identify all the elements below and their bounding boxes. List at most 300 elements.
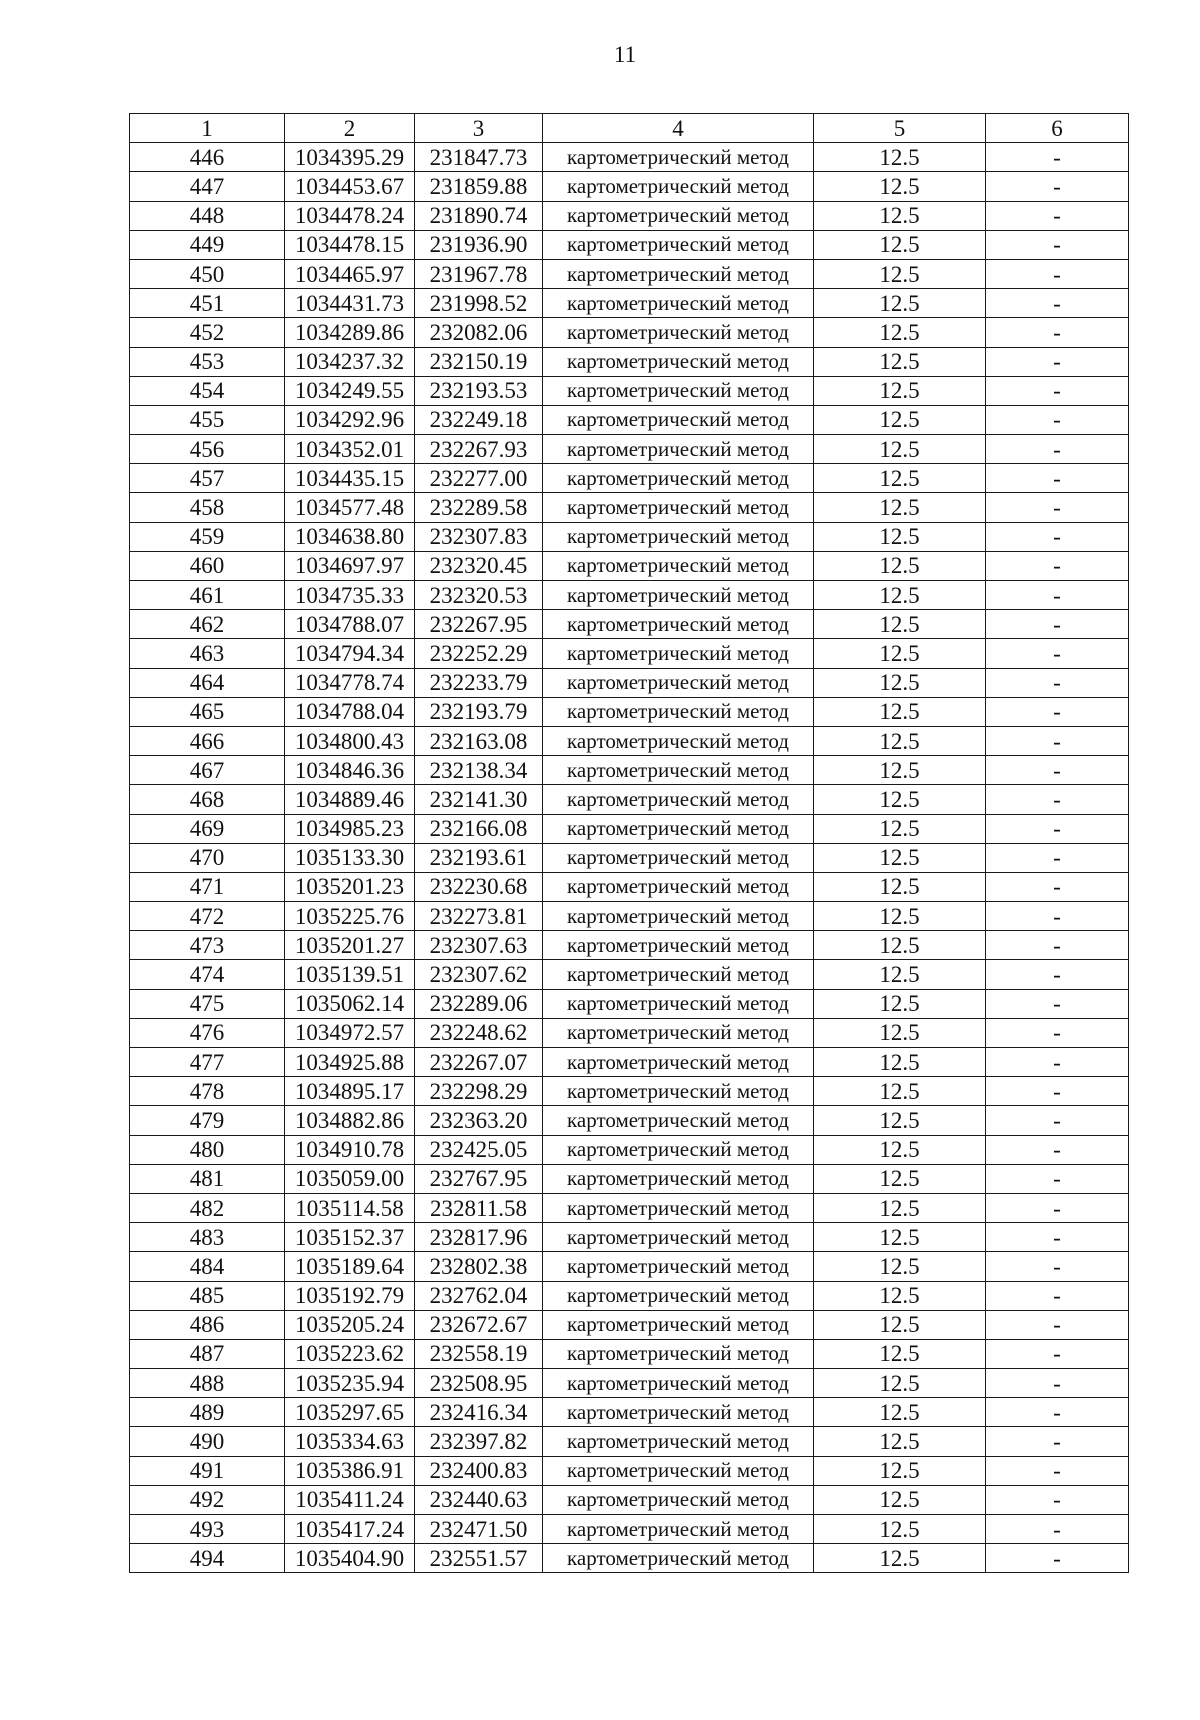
accuracy-cell: 12.5 [814, 1456, 986, 1485]
note-cell: - [986, 989, 1129, 1018]
note-cell: - [986, 405, 1129, 434]
note-cell: - [986, 1369, 1129, 1398]
method-cell: картометрический метод [543, 902, 814, 931]
method-cell: картометрический метод [543, 1077, 814, 1106]
y-coordinate-cell: 232277.00 [415, 464, 543, 493]
table-row [130, 143, 1129, 172]
x-coordinate-cell: 1034788.04 [285, 697, 415, 726]
table-row [130, 464, 1129, 493]
accuracy-cell: 12.5 [814, 902, 986, 931]
note-cell: - [986, 289, 1129, 318]
y-coordinate-cell: 232082.06 [415, 318, 543, 347]
note-cell: - [986, 1427, 1129, 1456]
y-coordinate-cell: 232307.62 [415, 960, 543, 989]
y-coordinate-cell: 232320.45 [415, 551, 543, 580]
point-number-cell: 482 [130, 1193, 285, 1222]
x-coordinate-cell: 1034735.33 [285, 581, 415, 610]
table-row [130, 201, 1129, 230]
note-cell: - [986, 1223, 1129, 1252]
point-number-cell: 490 [130, 1427, 285, 1456]
accuracy-cell: 12.5 [814, 1515, 986, 1544]
x-coordinate-cell: 1034249.55 [285, 376, 415, 405]
table-row [130, 1223, 1129, 1252]
note-cell: - [986, 1077, 1129, 1106]
x-coordinate-cell: 1035152.37 [285, 1223, 415, 1252]
x-coordinate-cell: 1034352.01 [285, 435, 415, 464]
x-coordinate-cell: 1034237.32 [285, 347, 415, 376]
point-number-cell: 453 [130, 347, 285, 376]
y-coordinate-cell: 232249.18 [415, 405, 543, 434]
table-row [130, 1544, 1129, 1573]
accuracy-cell: 12.5 [814, 318, 986, 347]
y-coordinate-cell: 232672.67 [415, 1310, 543, 1339]
y-coordinate-cell: 231847.73 [415, 143, 543, 172]
accuracy-cell: 12.5 [814, 610, 986, 639]
method-cell: картометрический метод [543, 785, 814, 814]
table-row [130, 376, 1129, 405]
x-coordinate-cell: 1034435.15 [285, 464, 415, 493]
point-number-cell: 463 [130, 639, 285, 668]
y-coordinate-cell: 232425.05 [415, 1135, 543, 1164]
table-row [130, 668, 1129, 697]
x-coordinate-cell: 1034925.88 [285, 1048, 415, 1077]
y-coordinate-cell: 232193.61 [415, 843, 543, 872]
point-number-cell: 487 [130, 1339, 285, 1368]
table-row [130, 1339, 1129, 1368]
method-cell: картометрический метод [543, 1310, 814, 1339]
x-coordinate-cell: 1035114.58 [285, 1193, 415, 1222]
note-cell: - [986, 376, 1129, 405]
method-cell: картометрический метод [543, 464, 814, 493]
accuracy-cell: 12.5 [814, 1544, 986, 1573]
y-coordinate-cell: 232150.19 [415, 347, 543, 376]
accuracy-cell: 12.5 [814, 1077, 986, 1106]
method-cell: картометрический метод [543, 289, 814, 318]
method-cell: картометрический метод [543, 639, 814, 668]
point-number-cell: 478 [130, 1077, 285, 1106]
method-cell: картометрический метод [543, 1048, 814, 1077]
point-number-cell: 458 [130, 493, 285, 522]
x-coordinate-cell: 1035417.24 [285, 1515, 415, 1544]
x-coordinate-cell: 1034846.36 [285, 756, 415, 785]
point-number-cell: 488 [130, 1369, 285, 1398]
y-coordinate-cell: 232817.96 [415, 1223, 543, 1252]
point-number-cell: 465 [130, 697, 285, 726]
accuracy-cell: 12.5 [814, 639, 986, 668]
point-number-cell: 459 [130, 522, 285, 551]
y-coordinate-cell: 232289.58 [415, 493, 543, 522]
y-coordinate-cell: 232558.19 [415, 1339, 543, 1368]
point-number-cell: 472 [130, 902, 285, 931]
x-coordinate-cell: 1035297.65 [285, 1398, 415, 1427]
accuracy-cell: 12.5 [814, 1281, 986, 1310]
accuracy-cell: 12.5 [814, 960, 986, 989]
note-cell: - [986, 347, 1129, 376]
point-number-cell: 452 [130, 318, 285, 347]
y-coordinate-cell: 232802.38 [415, 1252, 543, 1281]
table-row [130, 1018, 1129, 1047]
table-row [130, 581, 1129, 610]
point-number-cell: 489 [130, 1398, 285, 1427]
table-row [130, 814, 1129, 843]
note-cell: - [986, 1106, 1129, 1135]
x-coordinate-cell: 1035139.51 [285, 960, 415, 989]
table-row [130, 493, 1129, 522]
accuracy-cell: 12.5 [814, 143, 986, 172]
method-cell: картометрический метод [543, 989, 814, 1018]
method-cell: картометрический метод [543, 1135, 814, 1164]
table-row [130, 1135, 1129, 1164]
column-header: 2 [285, 114, 415, 143]
point-number-cell: 481 [130, 1164, 285, 1193]
x-coordinate-cell: 1034395.29 [285, 143, 415, 172]
note-cell: - [986, 610, 1129, 639]
x-coordinate-cell: 1034577.48 [285, 493, 415, 522]
point-number-cell: 447 [130, 172, 285, 201]
y-coordinate-cell: 232233.79 [415, 668, 543, 697]
accuracy-cell: 12.5 [814, 931, 986, 960]
table-row [130, 1427, 1129, 1456]
accuracy-cell: 12.5 [814, 668, 986, 697]
point-number-cell: 494 [130, 1544, 285, 1573]
accuracy-cell: 12.5 [814, 1427, 986, 1456]
point-number-cell: 484 [130, 1252, 285, 1281]
x-coordinate-cell: 1034794.34 [285, 639, 415, 668]
x-coordinate-cell: 1035411.24 [285, 1485, 415, 1514]
x-coordinate-cell: 1035201.27 [285, 931, 415, 960]
note-cell: - [986, 931, 1129, 960]
table-row [130, 551, 1129, 580]
x-coordinate-cell: 1034889.46 [285, 785, 415, 814]
table-row [130, 785, 1129, 814]
accuracy-cell: 12.5 [814, 405, 986, 434]
method-cell: картометрический метод [543, 1018, 814, 1047]
x-coordinate-cell: 1035189.64 [285, 1252, 415, 1281]
table-row [130, 1398, 1129, 1427]
y-coordinate-cell: 232166.08 [415, 814, 543, 843]
y-coordinate-cell: 232307.63 [415, 931, 543, 960]
method-cell: картометрический метод [543, 1339, 814, 1368]
column-header: 4 [543, 114, 814, 143]
point-number-cell: 456 [130, 435, 285, 464]
y-coordinate-cell: 231890.74 [415, 201, 543, 230]
y-coordinate-cell: 232400.83 [415, 1456, 543, 1485]
y-coordinate-cell: 232163.08 [415, 726, 543, 755]
point-number-cell: 464 [130, 668, 285, 697]
note-cell: - [986, 1252, 1129, 1281]
note-cell: - [986, 551, 1129, 580]
method-cell: картометрический метод [543, 493, 814, 522]
x-coordinate-cell: 1035386.91 [285, 1456, 415, 1485]
note-cell: - [986, 756, 1129, 785]
accuracy-cell: 12.5 [814, 201, 986, 230]
method-cell: картометрический метод [543, 726, 814, 755]
point-number-cell: 446 [130, 143, 285, 172]
accuracy-cell: 12.5 [814, 464, 986, 493]
accuracy-cell: 12.5 [814, 1018, 986, 1047]
x-coordinate-cell: 1034972.57 [285, 1018, 415, 1047]
point-number-cell: 476 [130, 1018, 285, 1047]
table-row [130, 522, 1129, 551]
x-coordinate-cell: 1034453.67 [285, 172, 415, 201]
y-coordinate-cell: 232252.29 [415, 639, 543, 668]
note-cell: - [986, 1018, 1129, 1047]
accuracy-cell: 12.5 [814, 1339, 986, 1368]
point-number-cell: 471 [130, 872, 285, 901]
table-row [130, 1164, 1129, 1193]
coordinates-table-container [129, 113, 1129, 1573]
method-cell: картометрический метод [543, 522, 814, 551]
method-cell: картометрический метод [543, 1456, 814, 1485]
note-cell: - [986, 435, 1129, 464]
y-coordinate-cell: 232551.57 [415, 1544, 543, 1573]
point-number-cell: 460 [130, 551, 285, 580]
method-cell: картометрический метод [543, 756, 814, 785]
method-cell: картометрический метод [543, 581, 814, 610]
accuracy-cell: 12.5 [814, 1310, 986, 1339]
method-cell: картометрический метод [543, 1369, 814, 1398]
table-row [130, 1193, 1129, 1222]
method-cell: картометрический метод [543, 1398, 814, 1427]
accuracy-cell: 12.5 [814, 522, 986, 551]
x-coordinate-cell: 1034800.43 [285, 726, 415, 755]
x-coordinate-cell: 1035223.62 [285, 1339, 415, 1368]
coordinates-table [129, 113, 1129, 1573]
x-coordinate-cell: 1034478.24 [285, 201, 415, 230]
y-coordinate-cell: 231859.88 [415, 172, 543, 201]
y-coordinate-cell: 231967.78 [415, 259, 543, 288]
note-cell: - [986, 960, 1129, 989]
method-cell: картометрический метод [543, 1515, 814, 1544]
y-coordinate-cell: 232289.06 [415, 989, 543, 1018]
method-cell: картометрический метод [543, 318, 814, 347]
point-number-cell: 455 [130, 405, 285, 434]
method-cell: картометрический метод [543, 1252, 814, 1281]
note-cell: - [986, 1544, 1129, 1573]
method-cell: картометрический метод [543, 1427, 814, 1456]
table-row [130, 1048, 1129, 1077]
x-coordinate-cell: 1034788.07 [285, 610, 415, 639]
accuracy-cell: 12.5 [814, 376, 986, 405]
method-cell: картометрический метод [543, 259, 814, 288]
x-coordinate-cell: 1034882.86 [285, 1106, 415, 1135]
method-cell: картометрический метод [543, 1281, 814, 1310]
method-cell: картометрический метод [543, 697, 814, 726]
column-header: 6 [986, 114, 1129, 143]
accuracy-cell: 12.5 [814, 1485, 986, 1514]
note-cell: - [986, 1281, 1129, 1310]
note-cell: - [986, 172, 1129, 201]
note-cell: - [986, 230, 1129, 259]
point-number-cell: 492 [130, 1485, 285, 1514]
method-cell: картометрический метод [543, 814, 814, 843]
accuracy-cell: 12.5 [814, 1193, 986, 1222]
x-coordinate-cell: 1035201.23 [285, 872, 415, 901]
note-cell: - [986, 668, 1129, 697]
x-coordinate-cell: 1034778.74 [285, 668, 415, 697]
y-coordinate-cell: 232193.79 [415, 697, 543, 726]
method-cell: картометрический метод [543, 172, 814, 201]
point-number-cell: 480 [130, 1135, 285, 1164]
y-coordinate-cell: 232363.20 [415, 1106, 543, 1135]
method-cell: картометрический метод [543, 668, 814, 697]
y-coordinate-cell: 232508.95 [415, 1369, 543, 1398]
table-row [130, 172, 1129, 201]
table-row [130, 230, 1129, 259]
table-row [130, 1281, 1129, 1310]
y-coordinate-cell: 232307.83 [415, 522, 543, 551]
y-coordinate-cell: 232193.53 [415, 376, 543, 405]
x-coordinate-cell: 1035235.94 [285, 1369, 415, 1398]
method-cell: картометрический метод [543, 1223, 814, 1252]
column-header: 1 [130, 114, 285, 143]
note-cell: - [986, 143, 1129, 172]
y-coordinate-cell: 232397.82 [415, 1427, 543, 1456]
table-row [130, 1252, 1129, 1281]
method-cell: картометрический метод [543, 843, 814, 872]
y-coordinate-cell: 232320.53 [415, 581, 543, 610]
table-header-row [130, 114, 1129, 143]
table-row [130, 843, 1129, 872]
accuracy-cell: 12.5 [814, 872, 986, 901]
point-number-cell: 451 [130, 289, 285, 318]
table-row [130, 902, 1129, 931]
x-coordinate-cell: 1035404.90 [285, 1544, 415, 1573]
table-row [130, 1485, 1129, 1514]
table-row [130, 289, 1129, 318]
note-cell: - [986, 1398, 1129, 1427]
y-coordinate-cell: 232767.95 [415, 1164, 543, 1193]
note-cell: - [986, 493, 1129, 522]
y-coordinate-cell: 232762.04 [415, 1281, 543, 1310]
point-number-cell: 475 [130, 989, 285, 1018]
y-coordinate-cell: 231998.52 [415, 289, 543, 318]
table-row [130, 989, 1129, 1018]
method-cell: картометрический метод [543, 872, 814, 901]
accuracy-cell: 12.5 [814, 230, 986, 259]
x-coordinate-cell: 1035133.30 [285, 843, 415, 872]
note-cell: - [986, 1456, 1129, 1485]
note-cell: - [986, 1485, 1129, 1514]
y-coordinate-cell: 232267.93 [415, 435, 543, 464]
y-coordinate-cell: 232230.68 [415, 872, 543, 901]
point-number-cell: 493 [130, 1515, 285, 1544]
point-number-cell: 461 [130, 581, 285, 610]
method-cell: картометрический метод [543, 1544, 814, 1573]
accuracy-cell: 12.5 [814, 697, 986, 726]
note-cell: - [986, 814, 1129, 843]
accuracy-cell: 12.5 [814, 1252, 986, 1281]
point-number-cell: 457 [130, 464, 285, 493]
table-row [130, 610, 1129, 639]
point-number-cell: 466 [130, 726, 285, 755]
y-coordinate-cell: 232440.63 [415, 1485, 543, 1514]
x-coordinate-cell: 1035059.00 [285, 1164, 415, 1193]
point-number-cell: 479 [130, 1106, 285, 1135]
method-cell: картометрический метод [543, 435, 814, 464]
table-row [130, 756, 1129, 785]
point-number-cell: 450 [130, 259, 285, 288]
method-cell: картометрический метод [543, 1106, 814, 1135]
point-number-cell: 470 [130, 843, 285, 872]
table-row [130, 726, 1129, 755]
table-row [130, 259, 1129, 288]
note-cell: - [986, 1135, 1129, 1164]
note-cell: - [986, 464, 1129, 493]
y-coordinate-cell: 232298.29 [415, 1077, 543, 1106]
point-number-cell: 474 [130, 960, 285, 989]
table-row [130, 639, 1129, 668]
accuracy-cell: 12.5 [814, 347, 986, 376]
table-row [130, 1106, 1129, 1135]
note-cell: - [986, 785, 1129, 814]
x-coordinate-cell: 1034289.86 [285, 318, 415, 347]
accuracy-cell: 12.5 [814, 989, 986, 1018]
accuracy-cell: 12.5 [814, 1106, 986, 1135]
method-cell: картометрический метод [543, 960, 814, 989]
point-number-cell: 468 [130, 785, 285, 814]
accuracy-cell: 12.5 [814, 551, 986, 580]
method-cell: картометрический метод [543, 1485, 814, 1514]
x-coordinate-cell: 1035334.63 [285, 1427, 415, 1456]
y-coordinate-cell: 231936.90 [415, 230, 543, 259]
table-row [130, 318, 1129, 347]
x-coordinate-cell: 1034697.97 [285, 551, 415, 580]
accuracy-cell: 12.5 [814, 814, 986, 843]
note-cell: - [986, 639, 1129, 668]
method-cell: картометрический метод [543, 143, 814, 172]
note-cell: - [986, 1164, 1129, 1193]
x-coordinate-cell: 1034638.80 [285, 522, 415, 551]
note-cell: - [986, 201, 1129, 230]
point-number-cell: 467 [130, 756, 285, 785]
table-row [130, 1077, 1129, 1106]
method-cell: картометрический метод [543, 551, 814, 580]
accuracy-cell: 12.5 [814, 493, 986, 522]
x-coordinate-cell: 1035062.14 [285, 989, 415, 1018]
method-cell: картометрический метод [543, 405, 814, 434]
table-row [130, 872, 1129, 901]
point-number-cell: 449 [130, 230, 285, 259]
x-coordinate-cell: 1035205.24 [285, 1310, 415, 1339]
accuracy-cell: 12.5 [814, 785, 986, 814]
point-number-cell: 469 [130, 814, 285, 843]
accuracy-cell: 12.5 [814, 1135, 986, 1164]
column-header: 3 [415, 114, 543, 143]
note-cell: - [986, 843, 1129, 872]
note-cell: - [986, 1339, 1129, 1368]
method-cell: картометрический метод [543, 347, 814, 376]
x-coordinate-cell: 1034985.23 [285, 814, 415, 843]
y-coordinate-cell: 232273.81 [415, 902, 543, 931]
accuracy-cell: 12.5 [814, 843, 986, 872]
x-coordinate-cell: 1034895.17 [285, 1077, 415, 1106]
accuracy-cell: 12.5 [814, 172, 986, 201]
accuracy-cell: 12.5 [814, 726, 986, 755]
point-number-cell: 454 [130, 376, 285, 405]
note-cell: - [986, 1048, 1129, 1077]
table-row [130, 1456, 1129, 1485]
method-cell: картометрический метод [543, 201, 814, 230]
table-row [130, 1369, 1129, 1398]
x-coordinate-cell: 1034465.97 [285, 259, 415, 288]
point-number-cell: 448 [130, 201, 285, 230]
table-row [130, 960, 1129, 989]
column-header: 5 [814, 114, 986, 143]
accuracy-cell: 12.5 [814, 259, 986, 288]
note-cell: - [986, 1515, 1129, 1544]
note-cell: - [986, 318, 1129, 347]
